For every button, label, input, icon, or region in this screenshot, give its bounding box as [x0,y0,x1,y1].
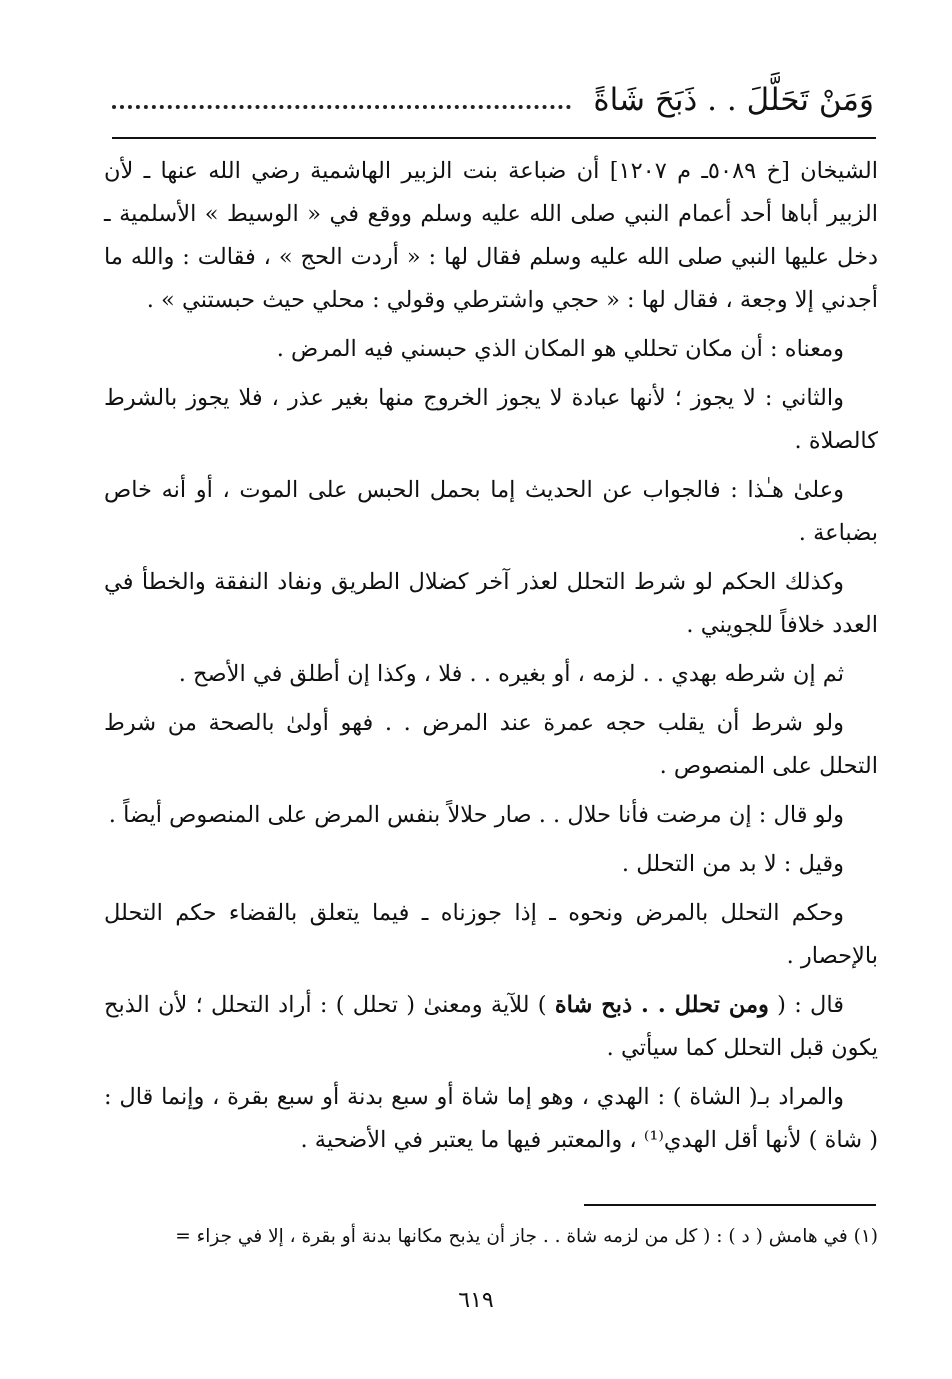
paragraph: وقيل : لا بد من التحلل . [621,851,844,877]
paragraph: ولو قال : إن مرضت فأنا حلال . . صار حلالاً بنفس المرض على المنصوص أيضاً . [108,802,844,828]
page-number: ٦١٩ [458,1288,494,1313]
quoted-matn: ومن تحلل . . ذبح شاة [554,992,769,1018]
main-text [104,150,878,1168]
quote-paragraph [104,984,878,1070]
paragraph: وحكم التحلل بالمرض ونحوه ـ إذا جوزناه ـ فيما يتعلق بالقضاء حكم التحلل بالإحصار . [104,900,878,969]
footnote: (١) في هامش ( د ) : ( كل من لزمه شاة . . جاز أن يذبح مكانها بدنة أو بقرة ، إلا في جزاء = [175,1226,878,1247]
paragraph: ثم إن شرطه بهدي . . لزمه ، أو بغيره . . فلا ، وكذا إن أطلق في الأصح . [178,661,844,687]
quote-rest: ) للآية ومعنىٰ ( تحلل ) : أراد التحلل ؛ لأن الذبح يكون قبل التحلل كما سيأتي . [104,992,878,1061]
paragraph: ومعناه : أن مكان تحللي هو المكان الذي حبسني فيه المرض . [276,336,844,362]
leader-dots [112,104,571,109]
quote-lead: قال : ( [777,992,845,1018]
paragraph: وكذلك الحكم لو شرط التحلل لعذر آخر كضلال الطريق ونفاد النفقة والخطأ في العدد خلافاً للجويني . [104,569,878,638]
footnote-rule [584,1204,876,1206]
paragraph: والثاني : لا يجوز ؛ لأنها عبادة لا يجوز الخروج منها بغير عذر ، فلا يجوز بالشرط كالصلاة . [104,385,878,454]
running-header [112,68,874,118]
paragraph: ولو شرط أن يقلب حجه عمرة عند المرض . . فهو أولىٰ بالصحة من شرط التحلل على المنصوص . [104,710,878,779]
header-rule [112,137,876,139]
paragraph: والمراد بـ( الشاة ) : الهدي ، وهو إما شاة أو سبع بدنة أو سبع بقرة ، وإنما قال : ( شاة ) لأنها أقل الهدي⁽¹⁾ ، والمعتبر فيها ما يعتبر في الأضحية . [104,1084,878,1153]
paragraph: الشيخان [خ ٥٠٨٩ـ م ١٢٠٧] أن ضباعة بنت الزبير الهاشمية رضي الله عنها ـ لأن الزبير أباها أحد أعمام النبي صلى الله عليه وسلم ووقع في « الوسيط » الأسلمية ـ دخل عليها النبي صلى الله عليه وسلم فقال لها : « أردت الحج » ، فقالت : والله ما أجدني إلا وجعة ، فقال لها : « حجي واشترطي وقولي : محلي حيث حبستني » . [104,158,878,313]
running-title: وَمَنْ تَحَلَّلَ . . ذَبَحَ شَاةً [593,82,874,118]
paragraph: وعلىٰ هـٰذا : فالجواب عن الحديث إما بحمل الحبس على الموت ، أو أنه خاص بضباعة . [104,477,878,546]
